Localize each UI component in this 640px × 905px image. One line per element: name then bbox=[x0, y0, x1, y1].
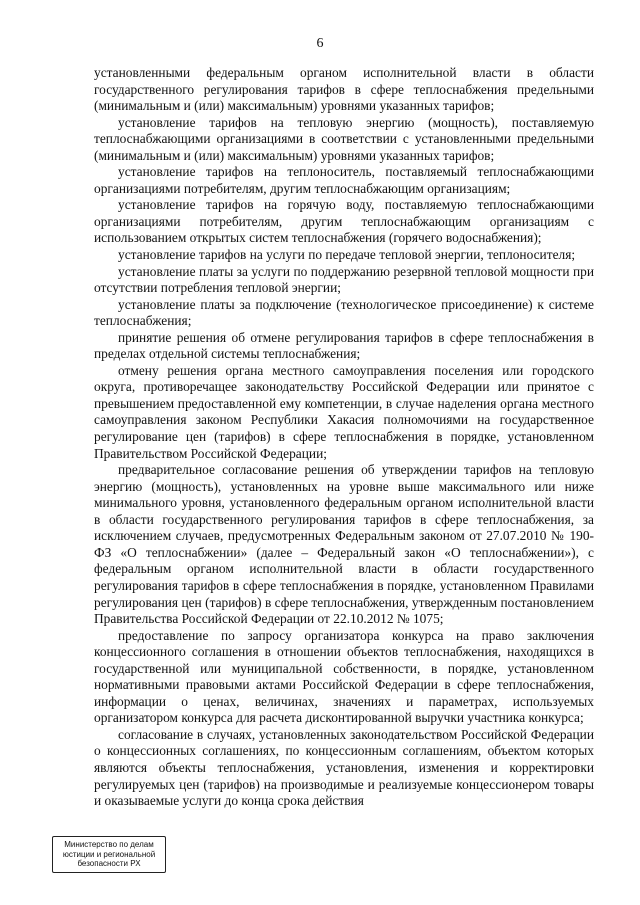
paragraph: согласование в случаях, установленных законодательством Российской Федерации о концессионных соглашениях, по концессионным соглашениям, объектом которых являются объекты теплоснабжения, установления, изменения и корректировки регулируемых цен (тарифов) на производимые и реализуемые концессионером товары и оказываемые услуги до конца срока действия bbox=[94, 726, 594, 809]
body-text bbox=[94, 65, 594, 810]
paragraph: установление тарифов на тепловую энергию (мощность), поставляемую теплоснабжающими организациями в соответствии с установленными предельными (минимальным и (или) максимальным) уровнями указанных тарифов; bbox=[94, 114, 594, 163]
paragraph: установление платы за услуги по поддержанию резервной тепловой мощности при отсутствии потребления тепловой энергии; bbox=[94, 263, 594, 296]
registration-stamp bbox=[52, 836, 166, 873]
paragraph: установление тарифов на теплоноситель, поставляемый теплоснабжающими организациями потребителям, другим теплоснабжающим организациям; bbox=[94, 164, 594, 196]
paragraph: установление платы за подключение (технологическое присоединение) к системе теплоснабжения; bbox=[94, 296, 594, 329]
paragraph: отмену решения органа местного самоуправления поселения или городского округа, противоречащее законодательству Российской Федерации или принятое с превышением предоставленной ему компетенции, в случае наделения органа местного самоуправления законом Республики Хакасия полномочиями на государственное регулирование цен (тарифов) в сфере теплоснабжения в порядке, установленном Правительством Российской Федерации; bbox=[94, 362, 594, 461]
paragraph: принятие решения об отмене регулирования тарифов в сфере теплоснабжения в пределах отдельной системы теплоснабжения; bbox=[94, 329, 594, 362]
paragraph: установленными федеральным органом исполнительной власти в области государственного регулирования тарифов в сфере теплоснабжения предельными (минимальным и (или) максимальным) уровнями указанных тарифов; bbox=[94, 65, 594, 114]
page-number: 6 bbox=[316, 36, 324, 51]
stamp-line: юстиции и региональной bbox=[62, 849, 156, 859]
paragraph: установление тарифов на услуги по передаче тепловой энергии, теплоносителя; bbox=[118, 247, 576, 263]
paragraph: предоставление по запросу организатора конкурса на право заключения концессионного соглашения в отношении объектов теплоснабжения, находящихся в государственной или муниципальной собственности, в порядке, установленном нормативными правовыми актами Российской Федерации в сфере теплоснабжения, информации о ценах, величинах, значениях и параметрах, используемых организатором конкурса для расчета дисконтированной выручки участника конкурса; bbox=[94, 627, 594, 726]
stamp-line: Министерство по делам bbox=[64, 840, 154, 849]
paragraph: предварительное согласование решения об утверждении тарифов на тепловую энергию (мощность), установленных на уровне выше максимального или ниже минимального уровня, установленного федеральным органом исполнительной власти в области государственного регулирования тарифов в сфере теплоснабжения, за исключением случаев, предусмотренных Федеральным законом от 27.07.2010 № 190-ФЗ «О теплоснабжении» (далее – Федеральный закон «О теплоснабжении»), с федеральным органом исполнительной власти в области государственного регулирования тарифов в сфере теплоснабжения в порядке, установленном Правилами регулирования цен (тарифов) в сфере теплоснабжения, утвержденным постановлением Правительства Российской Федерации от 22.10.2012 № 1075; bbox=[94, 462, 594, 627]
paragraph: установление тарифов на горячую воду, поставляемую теплоснабжающими организациями потребителям, другим теплоснабжающим организациям с использованием открытых систем теплоснабжения (горячего водоснабжения); bbox=[94, 197, 594, 246]
stamp-line: безопасности РХ bbox=[77, 859, 141, 868]
